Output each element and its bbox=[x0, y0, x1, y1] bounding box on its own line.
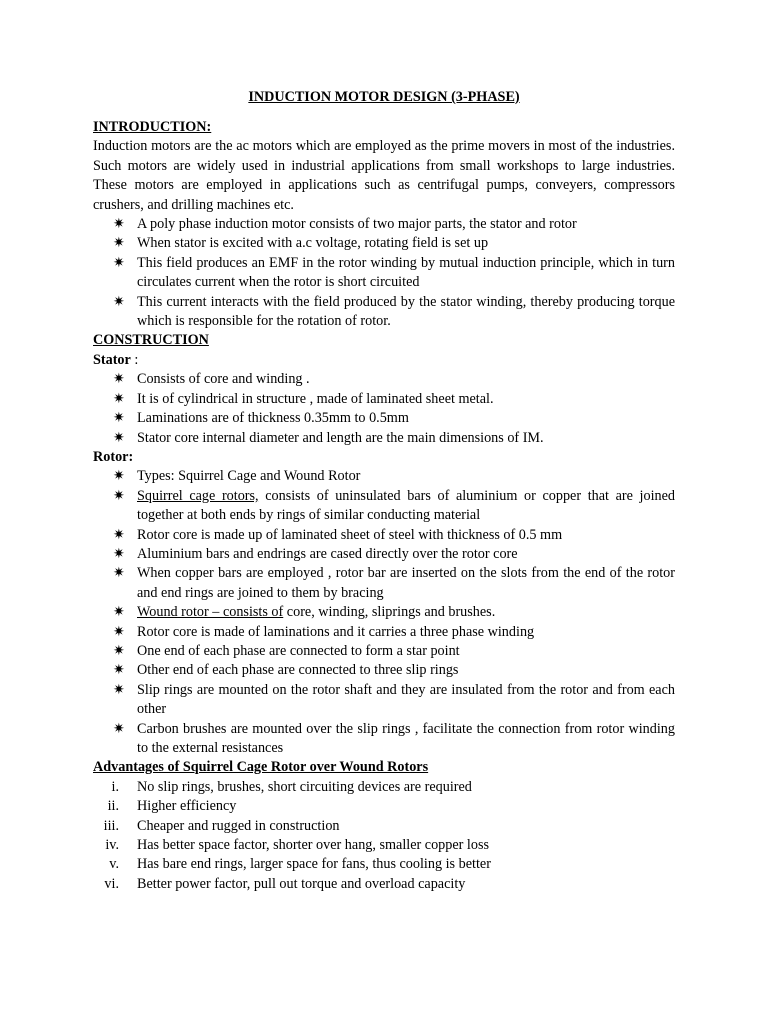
star-bullet-icon: ✷ bbox=[113, 662, 125, 679]
list-item: ✷ Laminations are of thickness 0.35mm to 0.5mm bbox=[93, 409, 675, 428]
list-item: ✷ It is of cylindrical in structure , made of laminated sheet metal. bbox=[93, 390, 675, 409]
list-item: i. No slip rings, brushes, short circuiting devices are required bbox=[111, 778, 472, 795]
star-bullet-icon: ✷ bbox=[113, 216, 125, 233]
list-item: v. Has bare end rings, larger space for fans, thus cooling is better bbox=[109, 856, 491, 873]
star-bullet-icon: ✷ bbox=[113, 487, 125, 504]
list-item: ✷ Squirrel cage rotors, consists of uninsulated bars of aluminium or copper that are joined together at both ends by rings of similar conducting material bbox=[113, 487, 676, 524]
rotor-heading: Rotor: bbox=[93, 448, 134, 465]
rotor-bullet-list bbox=[93, 467, 675, 758]
star-bullet-icon: ✷ bbox=[113, 681, 125, 698]
star-bullet-icon: ✷ bbox=[113, 390, 125, 407]
list-item: ✷ Aluminium bars and endrings are cased directly over the rotor core bbox=[93, 545, 675, 564]
star-bullet-icon: ✷ bbox=[113, 429, 125, 446]
list-item: ✷ One end of each phase are connected to form a star point bbox=[93, 642, 675, 661]
list-item: ✷ Other end of each phase are connected to three slip rings bbox=[93, 661, 675, 680]
star-bullet-icon: ✷ bbox=[113, 545, 125, 562]
star-bullet-icon: ✷ bbox=[113, 254, 125, 271]
star-bullet-icon: ✷ bbox=[113, 410, 125, 427]
star-bullet-icon: ✷ bbox=[113, 235, 125, 252]
advantages-list bbox=[93, 778, 675, 894]
list-item: ✷ This current interacts with the field produced by the stator winding, thereby producing torque which is responsible for the rotation of rotor. bbox=[113, 293, 675, 330]
list-item: ✷ Stator core internal diameter and length are the main dimensions of IM. bbox=[93, 429, 675, 448]
list-item: ✷ Types: Squirrel Cage and Wound Rotor bbox=[93, 467, 675, 486]
list-item: ✷ Rotor core is made of laminations and it carries a three phase winding bbox=[93, 623, 675, 642]
list-item: ✷ Rotor core is made up of laminated sheet of steel with thickness of 0.5 mm bbox=[93, 526, 675, 545]
stator-bullet-list bbox=[93, 370, 675, 448]
list-item: vi. Better power factor, pull out torque and overload capacity bbox=[104, 875, 466, 892]
star-bullet-icon: ✷ bbox=[113, 526, 125, 543]
advantages-heading: Advantages of Squirrel Cage Rotor over Wound Rotors bbox=[93, 759, 429, 776]
star-bullet-icon: ✷ bbox=[113, 642, 125, 659]
star-bullet-icon: ✷ bbox=[113, 623, 125, 640]
intro-heading: INTRODUCTION: bbox=[93, 119, 212, 135]
star-bullet-icon: ✷ bbox=[113, 468, 125, 485]
list-item: ✷ Consists of core and winding . bbox=[93, 370, 675, 389]
list-item: ✷ Slip rings are mounted on the rotor shaft and they are insulated from the rotor and from each other bbox=[113, 681, 675, 718]
star-bullet-icon: ✷ bbox=[113, 371, 125, 388]
list-item: ii. Higher efficiency bbox=[107, 798, 237, 815]
list-item: ✷ Carbon brushes are mounted over the slip rings , facilitate the connection from rotor winding to the external resistances bbox=[113, 720, 675, 756]
list-item: ✷ When copper bars are employed , rotor bar are inserted on the slots from the end of the rotor and end rings are joined to them by bracing bbox=[113, 565, 675, 601]
star-bullet-icon: ✷ bbox=[113, 293, 125, 310]
star-bullet-icon: ✷ bbox=[113, 565, 125, 582]
intro-paragraph: Induction motors are the ac motors which are employed as the prime movers in most of the industries. Such motors are widely used in industrial applications from small workshops to large industries. These motors are employed in applications such as centrifugal pumps, conveyers, compressors crushers, and drilling machines etc. bbox=[93, 138, 675, 213]
list-item: ✷ Wound rotor – consists of core, winding, sliprings and brushes. bbox=[93, 603, 675, 622]
list-item: iv. Has better space factor, shorter over hang, smaller copper loss bbox=[105, 837, 490, 854]
list-item: ✷ This field produces an EMF in the rotor winding by mutual induction principle, which in turn circulates current when the rotor is short circuited bbox=[113, 254, 675, 291]
star-bullet-icon: ✷ bbox=[113, 604, 125, 621]
construction-heading: CONSTRUCTION bbox=[93, 332, 209, 349]
list-item: ✷ A poly phase induction motor consists of two major parts, the stator and rotor bbox=[93, 215, 675, 234]
star-bullet-icon: ✷ bbox=[113, 720, 125, 737]
list-item: iii. Cheaper and rugged in construction bbox=[103, 817, 340, 834]
document-body bbox=[93, 118, 675, 894]
list-item: ✷ When stator is excited with a.c voltage, rotating field is set up bbox=[93, 234, 675, 253]
intro-bullet-list bbox=[93, 215, 675, 331]
document-title: INDUCTION MOTOR DESIGN (3-PHASE) bbox=[248, 89, 520, 105]
stator-heading: Stator : bbox=[93, 351, 139, 368]
